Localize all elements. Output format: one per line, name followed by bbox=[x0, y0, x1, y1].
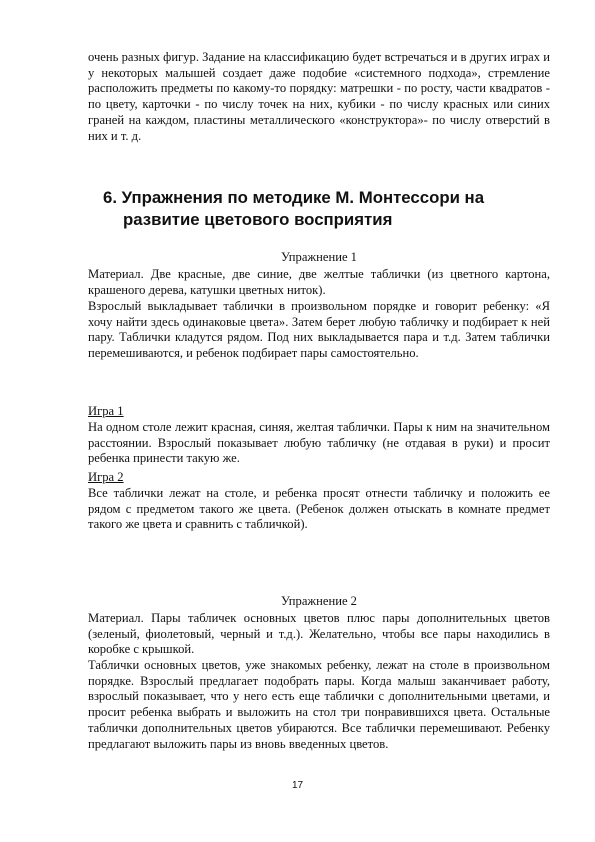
section-heading-line1: 6. Упражнения по методике М. Монтессори на bbox=[103, 188, 485, 207]
section-heading bbox=[103, 187, 523, 231]
section-heading-line2: развитие цветового восприятия bbox=[123, 210, 393, 229]
exercise2-title: Упражнение 2 bbox=[281, 594, 357, 608]
exercise1-material: Материал. Две красные, две синие, две желтые таблички (из цветного картона, крашеного дерева, катушки цветных ниток). bbox=[88, 267, 550, 297]
game1-text: На одном столе лежит красная, синяя, желтая таблички. Пары к ним на значительном расстоянии. Взрослый показывает любую табличку (не отдавая в руки) и просит ребенка принести такую же. bbox=[88, 420, 550, 466]
exercise2-material: Материал. Пары табличек основных цветов плюс пары дополнительных цветов (зеленый, фиолетовый, черный и т.д.). Желательно, чтобы все пары находились в коробке с крышкой. bbox=[88, 611, 550, 657]
intro-paragraph: очень разных фигур. Задание на классификацию будет встречаться и в других играх и у некоторых малышей создает даже подобие «системного подхода», стремление расположить предметы по какому-то порядку: матрешки - по росту, части квадратов - по цвету, карточки - по числу точек на них, кубики - по числу красных или синих граней на каждом, пластины металлического «конструктора»- по числу отверстий в них и т. д. bbox=[88, 50, 550, 143]
game2-text: Все таблички лежат на столе, и ребенка просят отнести табличку и положить ее рядом с предметом такого же цвета. (Ребенок должен отыскать в комнате предмет такого же цвета и сравнить с табличкой). bbox=[88, 486, 550, 532]
game2-title: Игра 2 bbox=[88, 470, 124, 484]
exercise1-title: Упражнение 1 bbox=[281, 250, 357, 264]
page-number: 17 bbox=[291, 780, 304, 791]
exercise1-procedure: Взрослый выкладывает таблички в произвольном порядке и говорит ребенку: «Я хочу найти здесь одинаковые цвета». Затем берет любую табличку и подбирает к ней пару. Таблички кладутся рядом. Под них выкладывается пара и т.д. Затем таблички перемешиваются, и ребенок подбирает пары самостоятельно. bbox=[88, 299, 550, 361]
exercise2-procedure: Таблички основных цветов, уже знакомых ребенку, лежат на столе в произвольном порядке. Взрослый предлагает подобрать пары. Когда малыш заканчивает работу, взрослый показывает, что у него есть еще таблички с дополнительными цветами, и просит ребенка выбрать и выложить на стол три понравившихся цвета. Остальные таблички дополнительных цветов убираются. Все таблички перемешивают. Ребенку предлагают выложить пары из вновь введенных цветов. bbox=[88, 658, 550, 751]
game1-title: Игра 1 bbox=[88, 404, 124, 418]
